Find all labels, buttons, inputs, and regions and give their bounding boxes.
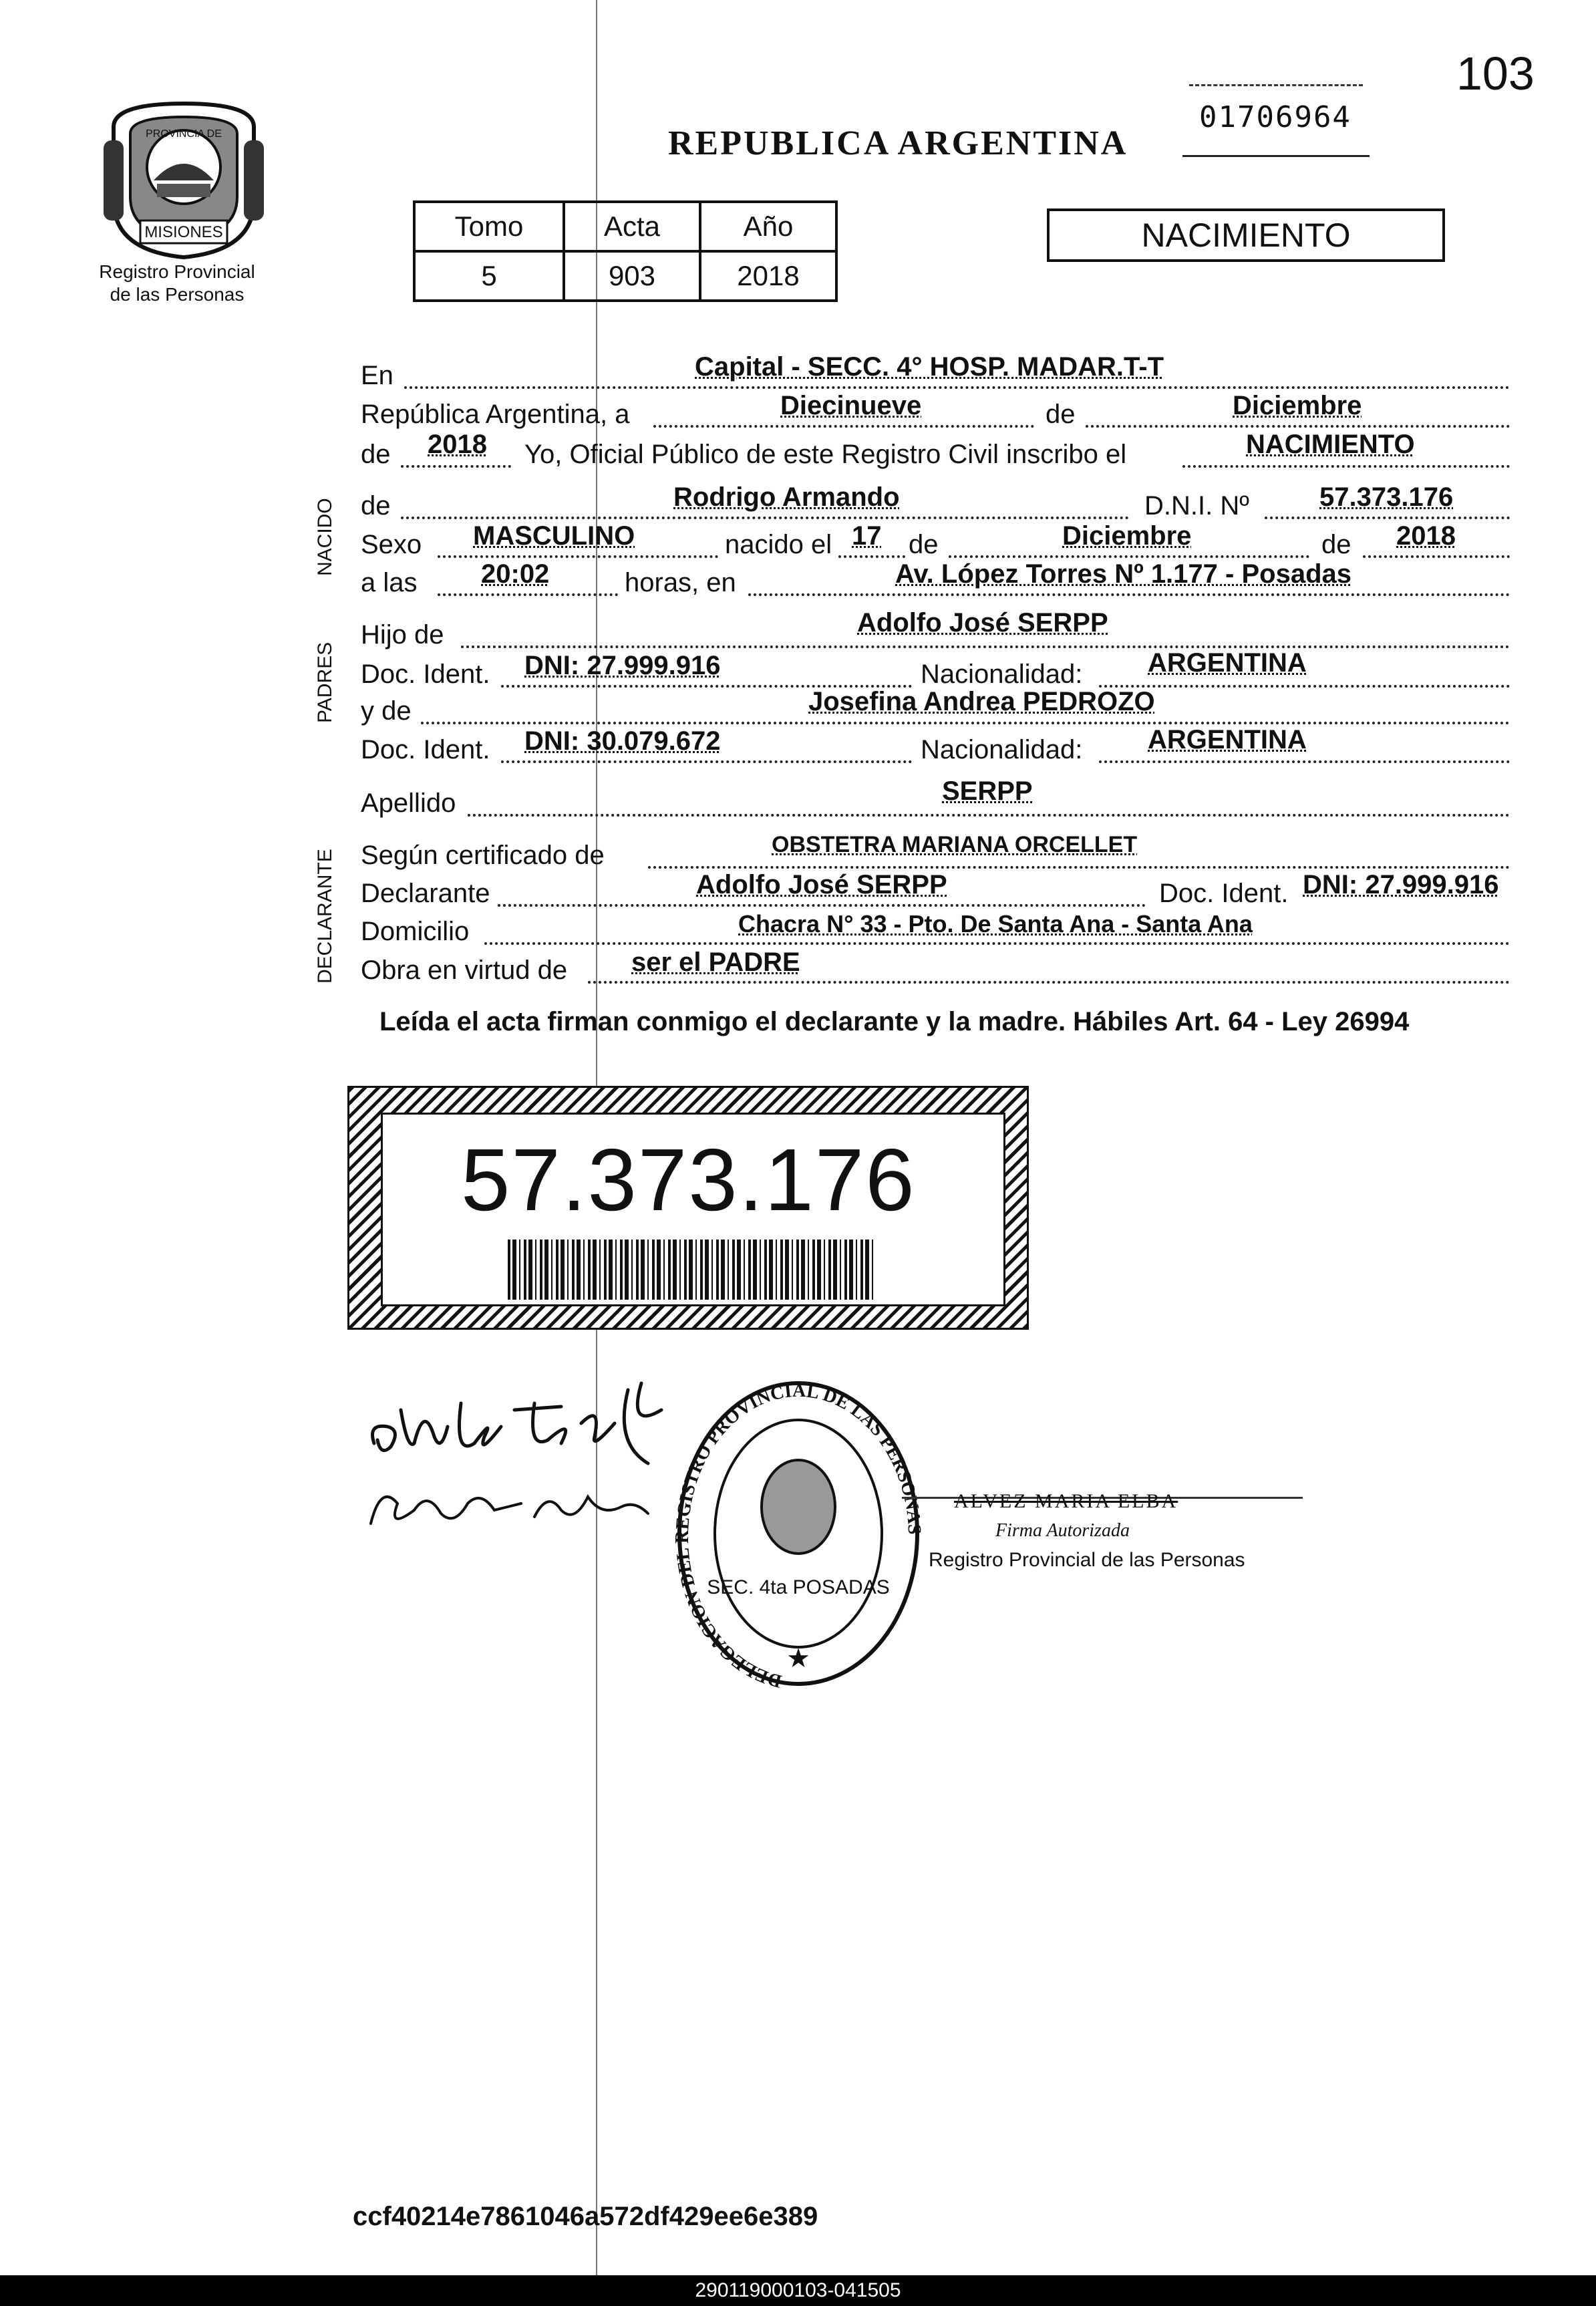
dotted-rule xyxy=(421,722,1510,724)
obra-label: Obra en virtud de xyxy=(361,956,568,985)
acta-value-anio: 2018 xyxy=(700,251,836,301)
dotted-rule xyxy=(401,517,1129,519)
dni-label: D.N.I. Nº xyxy=(1144,491,1249,521)
side-label-nacido: NACIDO xyxy=(314,498,336,576)
certificate-value: OBSTETRA MARIANA ORCELLET xyxy=(772,832,1138,857)
de-label: de xyxy=(1046,400,1076,429)
serial-line-bottom xyxy=(1182,155,1370,157)
dotted-rule xyxy=(404,386,1510,389)
de-year-label: de xyxy=(361,440,391,469)
svg-text:MISIONES: MISIONES xyxy=(144,223,223,241)
place-value: Capital - SECC. 4° HOSP. MADAR.T-T xyxy=(695,352,1164,382)
dotted-rule xyxy=(1099,685,1510,688)
obra-value: ser el PADRE xyxy=(631,948,800,977)
de-year2-label: de xyxy=(1321,530,1351,559)
child-name: Rodrigo Armando xyxy=(673,482,900,512)
serial-line-top xyxy=(1189,84,1363,86)
dotted-rule xyxy=(461,645,1510,648)
nacionalidad-mother-label: Nacionalidad: xyxy=(921,735,1083,764)
acta-value-tomo: 5 xyxy=(414,251,564,301)
domicilio-label: Domicilio xyxy=(361,917,470,946)
segun-label: Según certificado de xyxy=(361,841,605,870)
acta-header-anio: Año xyxy=(700,202,836,251)
acta-table xyxy=(413,200,838,302)
birth-place: Av. López Torres Nº 1.177 - Posadas xyxy=(895,559,1351,589)
y-de-label: y de xyxy=(361,696,412,726)
a-las-label: a las xyxy=(361,568,418,597)
child-dni: 57.373.176 xyxy=(1319,482,1454,512)
mother-doc: DNI: 30.079.672 xyxy=(524,726,721,756)
document-hash: ccf40214e7861046a572df429ee6e389 xyxy=(353,2202,818,2231)
birth-day: 17 xyxy=(852,521,882,551)
acta-table-header-row xyxy=(414,202,836,251)
apellido-label: Apellido xyxy=(361,788,456,818)
acta-header-acta: Acta xyxy=(564,202,700,251)
signatory-org: Registro Provincial de las Personas xyxy=(929,1549,1245,1571)
father-doc: DNI: 27.999.916 xyxy=(524,651,721,680)
official-stamp xyxy=(671,1373,925,1694)
stamp-inner-text: SEC. 4ta POSADAS xyxy=(707,1576,890,1598)
side-label-padres: PADRES xyxy=(314,641,336,723)
side-label-declarante: DECLARANTE xyxy=(314,849,336,984)
nacido-label: nacido el xyxy=(725,530,832,559)
dotted-rule xyxy=(1099,760,1510,763)
declarant-signature xyxy=(361,1363,708,1550)
stamp-ring-text: DELEGACION DEL REGISTRO PROVINCIAL DE LAS PERSONAS xyxy=(672,1380,925,1692)
dotted-rule xyxy=(438,555,718,558)
address-value: Chacra N° 33 - Pto. De Santa Ana - Santa Ana xyxy=(738,910,1253,938)
doc-ident-mother-label: Doc. Ident. xyxy=(361,735,490,764)
birth-year: 2018 xyxy=(1396,521,1456,551)
dotted-rule xyxy=(653,425,1034,428)
footer-code: 290119000103-041505 xyxy=(695,2279,901,2301)
dotted-rule xyxy=(438,593,618,596)
act-type: NACIMIENTO xyxy=(1246,430,1415,459)
record-type-box: NACIMIENTO xyxy=(1047,208,1445,262)
declarant-doc: DNI: 27.999.916 xyxy=(1303,870,1499,899)
dotted-rule xyxy=(588,981,1510,984)
republica-label: República Argentina, a xyxy=(361,400,630,429)
document-title: REPUBLICA ARGENTINA xyxy=(668,124,1128,162)
acta-header-tomo: Tomo xyxy=(414,202,564,251)
dotted-rule xyxy=(401,465,511,468)
nacionalidad-label: Nacionalidad: xyxy=(921,660,1083,689)
surname-value: SERPP xyxy=(942,776,1033,806)
doc-ident-label: Doc. Ident. xyxy=(361,660,490,689)
registry-label-line2: de las Personas xyxy=(110,284,245,305)
birth-time: 20:02 xyxy=(481,559,550,589)
declarant-doc-label: Doc. Ident. xyxy=(1159,879,1289,908)
dotted-rule xyxy=(1086,425,1510,428)
hijo-label: Hijo de xyxy=(361,620,444,650)
dotted-rule xyxy=(838,555,905,558)
registry-label xyxy=(84,261,271,306)
registry-label-line1: Registro Provincial xyxy=(99,261,255,282)
officer-statement: Yo, Oficial Público de este Registro Civil inscribo el xyxy=(524,440,1127,469)
misiones-seal xyxy=(100,100,267,261)
page-number: 103 xyxy=(1456,47,1535,100)
registration-month: Diciembre xyxy=(1233,391,1362,420)
father-name: Adolfo José SERPP xyxy=(857,608,1108,637)
registration-year: 2018 xyxy=(428,430,487,459)
dotted-rule xyxy=(949,555,1309,558)
registration-day: Diecinueve xyxy=(780,391,922,420)
star-icon: ★ xyxy=(786,1644,810,1673)
barcode-bars xyxy=(508,1240,875,1300)
signatory-role: Firma Autorizada xyxy=(995,1520,1130,1541)
en-label: En xyxy=(361,361,393,390)
svg-text:PROVINCIA DE: PROVINCIA DE xyxy=(146,128,222,140)
birth-month: Diciembre xyxy=(1062,521,1192,551)
acta-table-value-row xyxy=(414,251,836,301)
sexo-value: MASCULINO xyxy=(473,521,635,551)
sexo-label: Sexo xyxy=(361,530,422,559)
dotted-rule xyxy=(501,760,912,763)
dotted-rule xyxy=(1182,465,1510,468)
dotted-rule xyxy=(468,814,1510,817)
dotted-rule xyxy=(648,866,1510,869)
barcode-number: 57.373.176 xyxy=(461,1131,916,1229)
signatory-name: ALVEZ MARIA ELBA xyxy=(954,1490,1178,1512)
serial-number: 01706964 xyxy=(1199,100,1351,134)
acta-value-acta: 903 xyxy=(564,251,700,301)
horas-label: horas, en xyxy=(625,568,736,597)
declarant-name: Adolfo José SERPP xyxy=(696,870,947,899)
mother-name: Josefina Andrea PEDROZO xyxy=(808,687,1155,716)
dotted-rule xyxy=(484,942,1510,945)
dotted-rule xyxy=(1265,517,1510,519)
de-month-label: de xyxy=(909,530,939,559)
declarante-label: Declarante xyxy=(361,879,490,908)
mother-nationality: ARGENTINA xyxy=(1148,725,1307,754)
closing-statement: Leída el acta firman conmigo el declarante y la madre. Hábiles Art. 64 - Ley 26994 xyxy=(379,1007,1410,1036)
dotted-rule xyxy=(1363,555,1510,558)
de-name-label: de xyxy=(361,491,391,521)
dotted-rule xyxy=(748,593,1510,596)
dotted-rule xyxy=(498,904,1146,907)
father-nationality: ARGENTINA xyxy=(1148,648,1307,678)
